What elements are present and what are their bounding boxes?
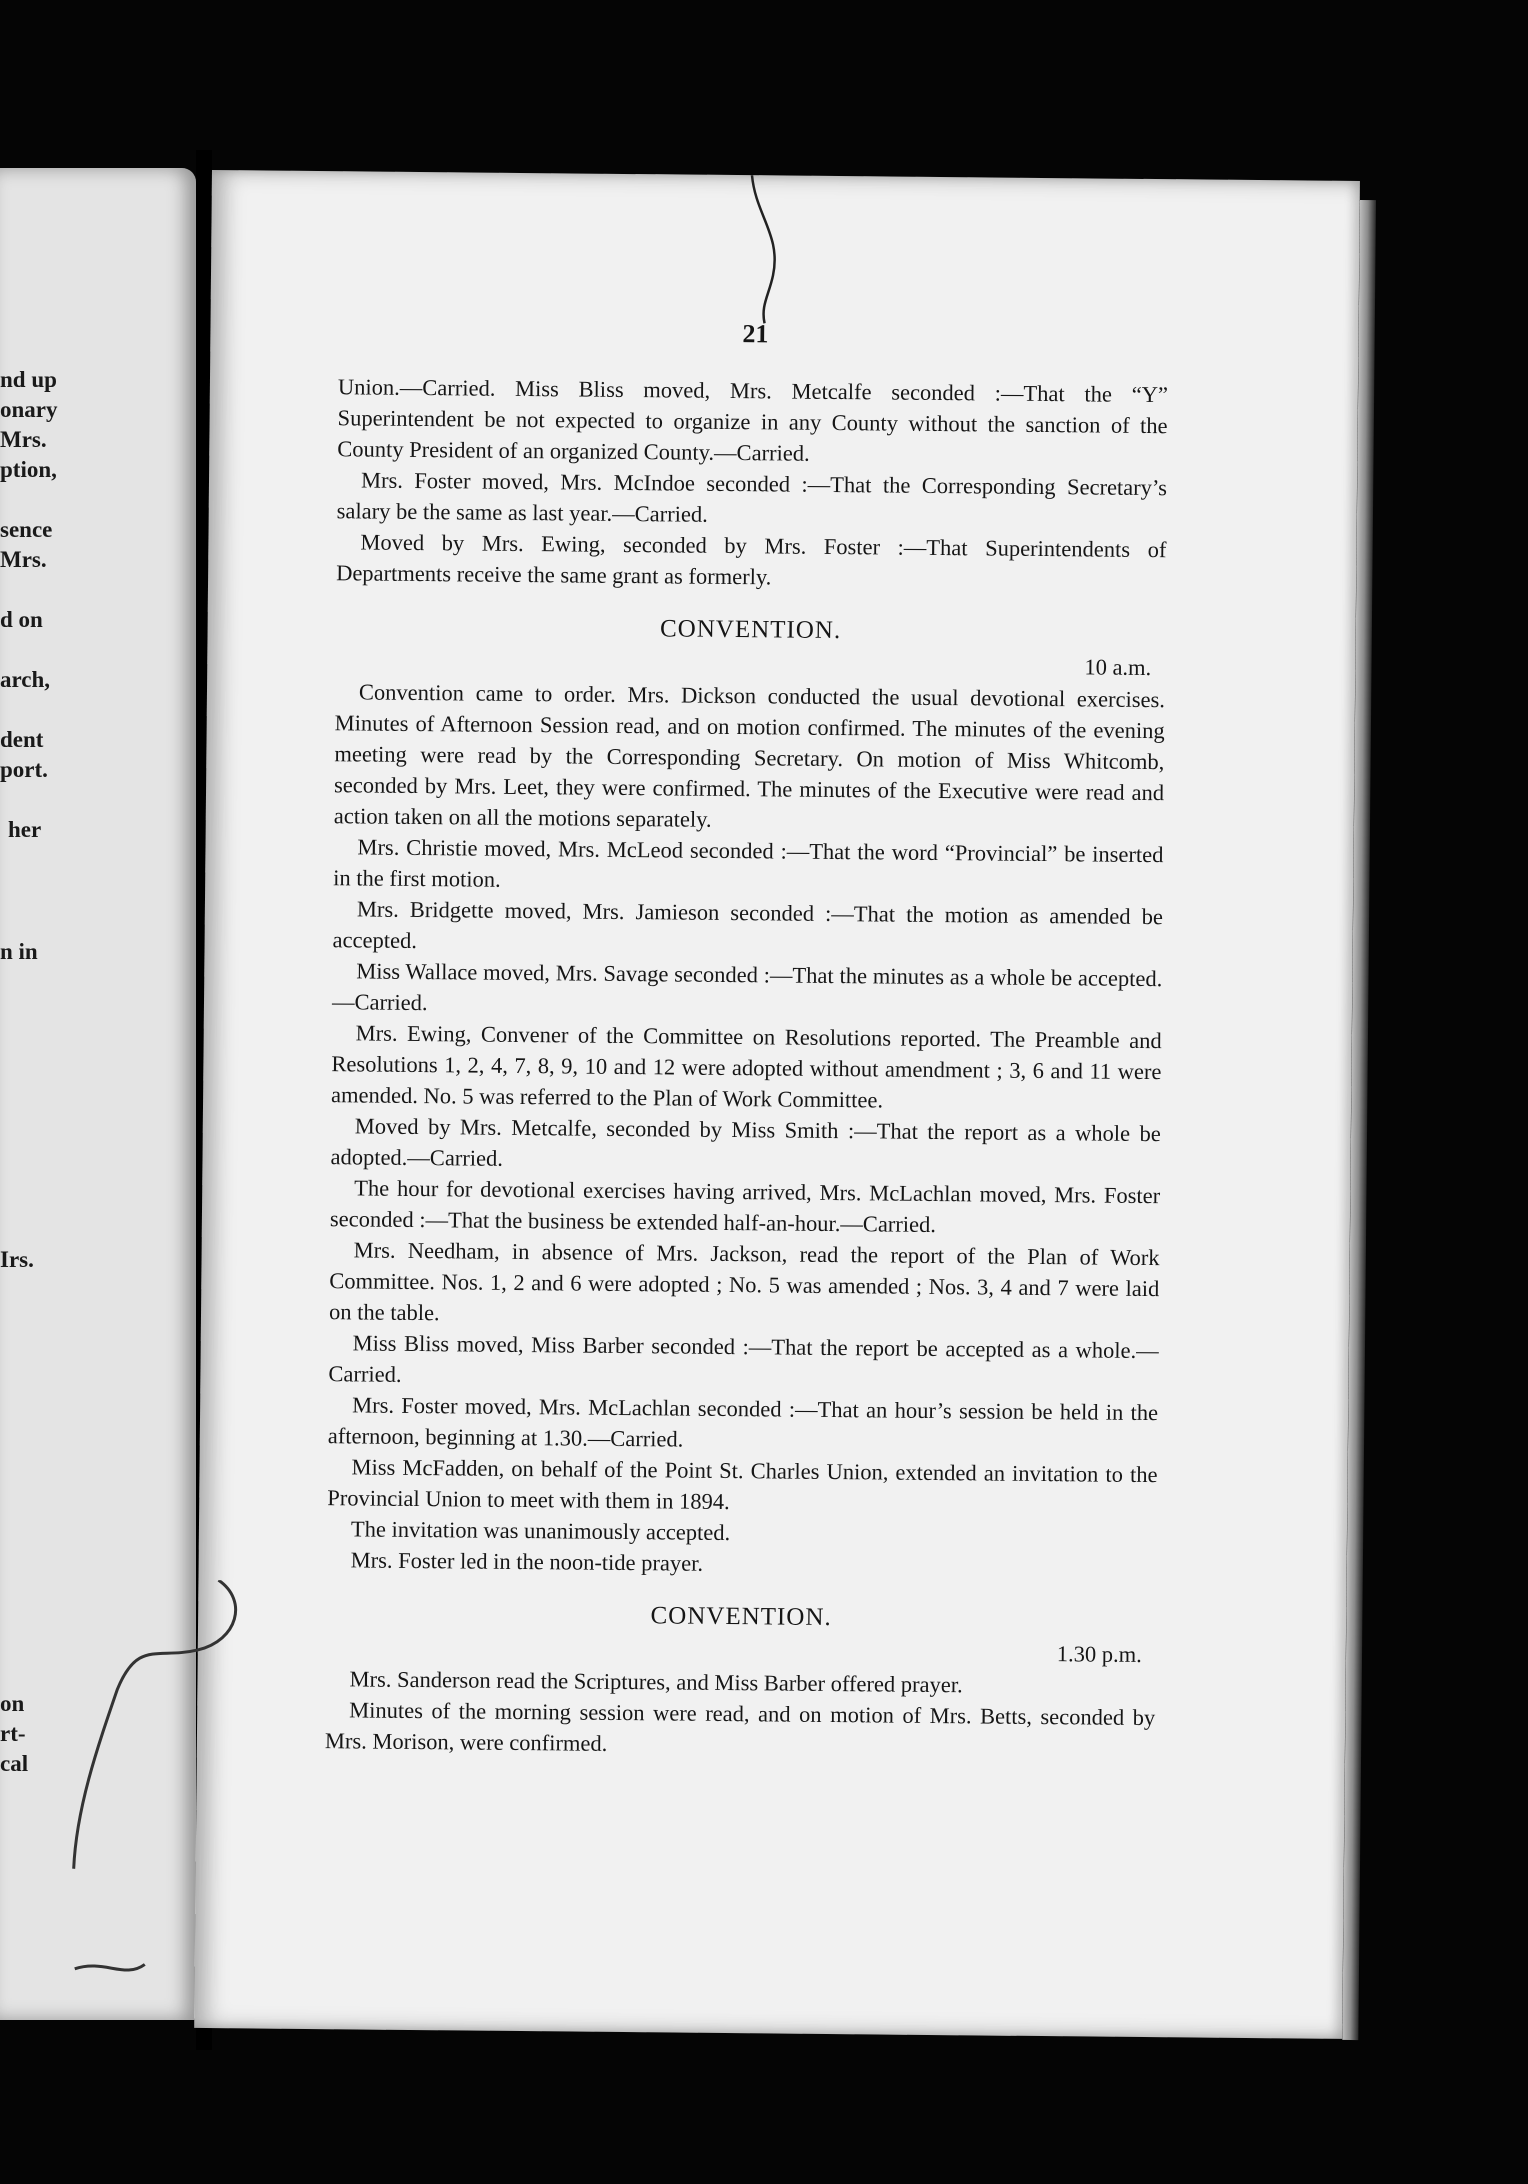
paragraph: Miss Bliss moved, Miss Barber seconded :—That the report be accepted as a whole.—Carried. — [328, 1330, 1159, 1387]
left-page-fragment: her — [8, 817, 42, 842]
paragraph: Minutes of the morning session were read, and on motion of Mrs. Betts, seconded by Mrs. Morison, were confirmed. — [324, 1697, 1156, 1756]
paragraph: Mrs. Needham, in absence of Mrs. Jackson, read the report of the Plan of Work Committee. Nos. 1, 2 and 6 were adopted ; No. 5 was amended ; Nos. 3, 4 and 7 were laid on the table. — [328, 1237, 1160, 1326]
paragraph: Mrs. Ewing, Convener of the Committee on Resolutions reported. The Preamble and Resolutions 1, 2, 4, 7, 8, 9, 10 and 12 were adopted without amendment ; 3, 6 and 11 were amended. No. 5 was referred to the Plan of Work Committee. — [331, 1020, 1162, 1113]
paragraph: Moved by Mrs. Metcalfe, seconded by Miss Smith :—That the report as a whole be adopted.—Carried. — [330, 1113, 1161, 1171]
left-page-fragment: ption, — [0, 457, 57, 482]
paragraph: Convention came to order. Mrs. Dickson conducted the usual devotional exercises. Minutes of Afternoon Session read, and on motion confirmed. The minutes of the evening meeting were read by the Corresponding Secretary. On motion of Miss Whitcomb, seconded by Mrs. Leet, they were confirmed. The minutes of the Executive were read and action taken on all the motions separately. — [333, 679, 1166, 832]
session-time: 10 a.m. — [1084, 654, 1152, 681]
page-number: 21 — [742, 319, 769, 349]
paragraph: Mrs. Christie moved, Mrs. McLeod seconded :—That the word “Provincial” be inserted in the first motion. — [333, 834, 1164, 892]
paragraph: Miss Wallace moved, Mrs. Savage seconded :—That the minutes as a whole be accepted.—Carried. — [331, 958, 1163, 1016]
left-page-fragment: cal — [0, 1751, 29, 1776]
paragraph: Moved by Mrs. Ewing, seconded by Mrs. Foster :—That Superintendents of Departments receive the same grant as formerly. — [336, 529, 1167, 590]
paragraph: Miss McFadden, on behalf of the Point St. Charles Union, extended an invitation to the Provincial Union to meet with them in 1894. — [327, 1454, 1158, 1515]
body-text — [325, 371, 1168, 1764]
left-page-fragment: d on — [0, 607, 43, 632]
left-page-fragment: arch, — [0, 667, 51, 692]
left-page-fragment: n in — [0, 939, 38, 964]
paragraph: The hour for devotional exercises having arrived, Mrs. McLachlan moved, Mrs. Foster seconded :—That the business be extended half-an-hour.—Carried. — [329, 1175, 1161, 1237]
paragraph: Mrs. Foster led in the noon-tide prayer. — [350, 1547, 704, 1576]
left-page-fragment: on — [0, 1691, 25, 1716]
ink-scribble — [44, 1578, 278, 2020]
left-page-fragment: dent — [0, 727, 44, 752]
bookmark-thread — [731, 175, 792, 326]
section-heading: CONVENTION. — [650, 1602, 832, 1632]
left-page-fragment: sence — [0, 517, 53, 542]
section-heading: CONVENTION. — [659, 615, 842, 645]
paragraph: The invitation was unanimously accepted. — [350, 1516, 731, 1546]
paragraph: Mrs. Foster moved, Mrs. McIndoe seconded :—That the Corresponding Secretary’s salary be the same as last year.—Carried. — [336, 467, 1168, 527]
left-page-fragment: port. — [0, 757, 48, 782]
paragraph: Mrs. Foster moved, Mrs. McLachlan seconded :—That an hour’s session be held in the afternoon, beginning at 1.30.—Carried. — [327, 1392, 1159, 1452]
left-page-fragment: Irs. — [0, 1247, 34, 1272]
paragraph: Mrs. Bridgette moved, Mrs. Jamieson seconded :—That the motion as amended be accepted. — [332, 896, 1163, 954]
left-page-fragment: rt- — [0, 1721, 26, 1746]
document-page — [194, 170, 1360, 2039]
paragraph: Union.—Carried. Miss Bliss moved, Mrs. Metcalfe seconded :—That the “Y” Superintendent be not expected to organize in any County without the sanction of the County President of an organized County.—Carried. — [337, 374, 1169, 466]
left-page-fragment: nd up — [0, 367, 57, 392]
left-page-fragment: Mrs. — [0, 547, 47, 572]
left-page-fragment: onary — [0, 397, 58, 422]
session-time: 1.30 p.m. — [1056, 1641, 1142, 1667]
left-page-fragment: Mrs. — [0, 427, 47, 452]
paragraph: Mrs. Sanderson read the Scriptures, and Miss Barber offered prayer. — [349, 1666, 963, 1698]
